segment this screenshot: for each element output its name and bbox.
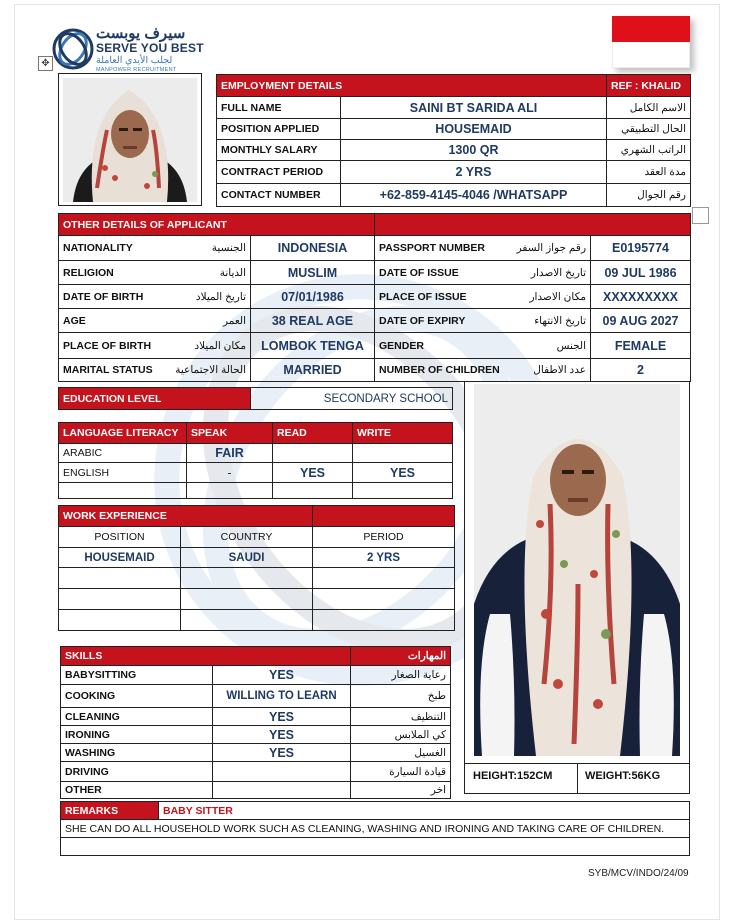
move-handle-icon[interactable]: ✥ xyxy=(38,56,53,71)
date-of-birth-label: DATE OF BIRTH تاريخ الميلاد xyxy=(59,285,251,309)
weight-value: WEIGHT:56KG xyxy=(585,770,661,782)
babysitting-label: BABYSITTING xyxy=(61,666,213,685)
other-details-header-blank xyxy=(375,214,691,236)
gender-label: GENDER الجنس xyxy=(375,333,591,359)
language-empty-cell xyxy=(353,483,453,499)
height-value: HEIGHT:152CM xyxy=(473,770,553,782)
remarks-table xyxy=(60,801,690,856)
washing-label: WASHING xyxy=(61,744,213,762)
work-empty-cell xyxy=(181,589,313,610)
place-of-birth-value: LOMBOK TENGA xyxy=(251,333,375,359)
contact-number-arabic: رقم الجوال xyxy=(607,184,691,207)
date-of-issue-label: DATE OF ISSUE تاريخ الاصدار xyxy=(375,261,591,285)
driving-arabic: قيادة السيارة xyxy=(351,762,451,782)
country-column-header: COUNTRY xyxy=(181,527,313,548)
language-arabic-label: ARABIC xyxy=(59,444,187,463)
contract-period-arabic: مدة العقد xyxy=(607,161,691,184)
position-column-header: POSITION xyxy=(59,527,181,548)
language-english-label: ENGLISH xyxy=(59,463,187,483)
passport-number-label: PASSPORT NUMBER رقم جواز السفر xyxy=(375,236,591,261)
full-name-value: SAINI BT SARIDA ALI xyxy=(341,97,607,119)
work-country-value: SAUDI xyxy=(181,548,313,568)
indonesia-flag xyxy=(612,16,690,68)
applicant-photo-small-frame xyxy=(58,73,202,206)
speak-header: SPEAK xyxy=(187,423,273,444)
period-column-header: PERIOD xyxy=(313,527,455,548)
position-applied-arabic: الحال التطبيقي xyxy=(607,119,691,140)
cooking-value: WILLING TO LEARN xyxy=(213,685,351,708)
full-name-arabic: الاسم الكامل xyxy=(607,97,691,119)
driving-value xyxy=(213,762,351,782)
employment-details-table xyxy=(216,74,691,207)
remarks-empty-row xyxy=(61,838,690,856)
company-logo xyxy=(52,24,204,76)
place-of-issue-value: XXXXXXXXX xyxy=(591,285,691,309)
date-of-birth-value: 07/01/1986 xyxy=(251,285,375,309)
work-empty-cell xyxy=(59,568,181,589)
write-header: WRITE xyxy=(353,423,453,444)
skills-header-arabic: المهارات xyxy=(351,647,451,666)
logo-arabic-sub: لجلب الأيدي العاملة xyxy=(96,55,173,66)
language-empty-cell xyxy=(59,483,187,499)
date-of-expiry-label: DATE OF EXPIRY تاريخ الانتهاء xyxy=(375,309,591,333)
washing-value: YES xyxy=(213,744,351,762)
driving-label: DRIVING xyxy=(61,762,213,782)
other-details-table xyxy=(58,213,691,382)
other-skill-value xyxy=(213,782,351,799)
remarks-text: SHE CAN DO ALL HOUSEHOLD WORK SUCH AS CLEANING, WASHING AND IRONING AND TAKING CARE OF CHILDREN. xyxy=(61,820,690,838)
applicant-photo-large-frame xyxy=(464,381,690,794)
arabic-read-value xyxy=(273,444,353,463)
washing-arabic: الغسيل xyxy=(351,744,451,762)
ironing-label: IRONING xyxy=(61,726,213,744)
contract-period-label: CONTRACT PERIOD xyxy=(217,161,341,184)
cleaning-value: YES xyxy=(213,708,351,726)
education-level-header: EDUCATION LEVEL xyxy=(59,388,251,410)
contact-number-value: +62-859-4145-4046 /WHATSAPP xyxy=(341,184,607,207)
contact-number-label: CONTACT NUMBER xyxy=(217,184,341,207)
nationality-label: NATIONALITY الجنسية xyxy=(59,236,251,261)
age-value: 38 REAL AGE xyxy=(251,309,375,333)
language-empty-cell xyxy=(273,483,353,499)
nationality-value: INDONESIA xyxy=(251,236,375,261)
work-experience-header: WORK EXPERIENCE xyxy=(59,506,313,527)
work-empty-cell xyxy=(181,568,313,589)
ref-label: REF : KHALID xyxy=(607,75,691,97)
work-empty-cell xyxy=(313,568,455,589)
other-skill-arabic: اخر xyxy=(351,782,451,799)
other-details-header: OTHER DETAILS OF APPLICANT xyxy=(59,214,375,236)
cleaning-label: CLEANING xyxy=(61,708,213,726)
position-applied-value: HOUSEMAID xyxy=(341,119,607,140)
work-empty-cell xyxy=(181,610,313,631)
checkbox-square[interactable] xyxy=(692,207,709,224)
work-experience-table xyxy=(58,505,455,631)
applicant-photo-small xyxy=(63,78,197,202)
ironing-arabic: كي الملابس xyxy=(351,726,451,744)
work-empty-cell xyxy=(313,610,455,631)
cooking-label: COOKING xyxy=(61,685,213,708)
cleaning-arabic: التنظيف xyxy=(351,708,451,726)
english-write-value: YES xyxy=(353,463,453,483)
read-header: READ xyxy=(273,423,353,444)
religion-label: RELIGION الديانة xyxy=(59,261,251,285)
education-level-value: SECONDARY SCHOOL xyxy=(251,388,453,410)
passport-number-value: E0195774 xyxy=(591,236,691,261)
work-empty-cell xyxy=(59,589,181,610)
photo-divider xyxy=(577,763,578,794)
babysitting-value: YES xyxy=(213,666,351,685)
full-name-label: FULL NAME xyxy=(217,97,341,119)
religion-value: MUSLIM xyxy=(251,261,375,285)
number-of-children-label: NUMBER OF CHILDREN عدد الاطفال xyxy=(375,359,591,382)
language-empty-cell xyxy=(187,483,273,499)
number-of-children-value: 2 xyxy=(591,359,691,382)
arabic-speak-value: FAIR xyxy=(187,444,273,463)
monthly-salary-arabic: الراتب الشهري xyxy=(607,140,691,161)
language-literacy-header: LANGUAGE LITERACY xyxy=(59,423,187,444)
gender-value: FEMALE xyxy=(591,333,691,359)
babysitting-arabic: رعاية الصغار xyxy=(351,666,451,685)
document-code: SYB/MCV/INDO/24/09 xyxy=(588,868,689,879)
language-literacy-table xyxy=(58,422,453,499)
contract-period-value: 2 YRS xyxy=(341,161,607,184)
logo-arabic: سيرف يوبست xyxy=(96,25,186,42)
marital-status-label: MARITAL STATUS الحالة الاجتماعية xyxy=(59,359,251,382)
serve-you-best-logo-icon xyxy=(52,26,94,72)
work-empty-cell xyxy=(59,610,181,631)
skills-header: SKILLS xyxy=(61,647,351,666)
marital-status-value: MARRIED xyxy=(251,359,375,382)
remarks-header: REMARKS xyxy=(61,802,159,820)
monthly-salary-label: MONTHLY SALARY xyxy=(217,140,341,161)
place-of-issue-label: PLACE OF ISSUE مكان الاصدار xyxy=(375,285,591,309)
applicant-photo-large xyxy=(474,384,680,756)
position-applied-label: POSITION APPLIED xyxy=(217,119,341,140)
logo-subtitle: MANPOWER RECRUITMENT xyxy=(96,67,177,73)
cooking-arabic: طبخ xyxy=(351,685,451,708)
english-speak-value: - xyxy=(187,463,273,483)
english-read-value: YES xyxy=(273,463,353,483)
age-label: AGE العمر xyxy=(59,309,251,333)
monthly-salary-value: 1300 QR xyxy=(341,140,607,161)
education-level-table xyxy=(58,387,453,410)
logo-english: SERVE YOU BEST xyxy=(96,41,204,55)
place-of-birth-label: PLACE OF BIRTH مكان الميلاد xyxy=(59,333,251,359)
work-position-value: HOUSEMAID xyxy=(59,548,181,568)
arabic-write-value xyxy=(353,444,453,463)
remarks-title: BABY SITTER xyxy=(159,802,690,820)
work-period-value: 2 YRS xyxy=(313,548,455,568)
other-skill-label: OTHER xyxy=(61,782,213,799)
skills-table xyxy=(60,646,451,799)
date-of-issue-value: 09 JUL 1986 xyxy=(591,261,691,285)
work-experience-header-blank xyxy=(313,506,455,527)
date-of-expiry-value: 09 AUG 2027 xyxy=(591,309,691,333)
work-empty-cell xyxy=(313,589,455,610)
ironing-value: YES xyxy=(213,726,351,744)
employment-details-header: EMPLOYMENT DETAILS xyxy=(217,75,607,97)
